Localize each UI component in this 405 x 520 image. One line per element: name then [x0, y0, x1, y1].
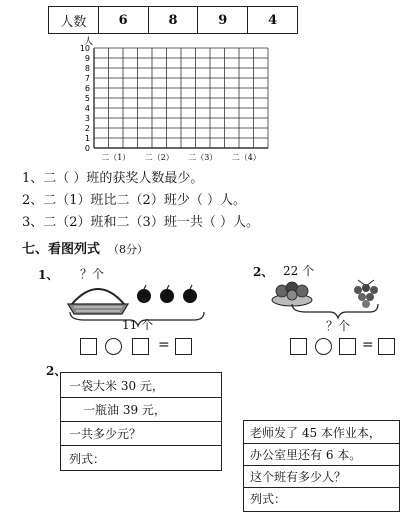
y-tick-label: 2 — [84, 124, 90, 133]
question-3: 3、二（2）班和二（3）班一共（ ）人。 — [22, 215, 259, 230]
problem-3-number: 2、 — [46, 364, 67, 378]
y-tick-labels — [80, 44, 90, 153]
problem-line: 这个班有多少人？ — [244, 465, 399, 487]
y-tick-label: 9 — [84, 54, 90, 63]
answer-box[interactable] — [80, 338, 97, 355]
y-tick-label: 8 — [84, 64, 90, 73]
x-tick-label: 二（2） — [144, 153, 174, 162]
basket-icon — [68, 289, 128, 314]
y-tick-label: 0 — [84, 144, 90, 153]
apple-icon — [160, 285, 174, 303]
equation-line[interactable]: 列式： — [61, 445, 221, 470]
strawberries-icon — [354, 280, 378, 308]
rice-oil-problem — [60, 372, 222, 471]
count-cell: 6 — [98, 7, 148, 33]
operator-circle[interactable] — [105, 338, 122, 355]
apple-icon — [137, 285, 151, 303]
problem-1-unknown-label: ？个 — [80, 267, 105, 281]
answer-box[interactable] — [339, 338, 356, 355]
homework-problem — [243, 420, 400, 512]
chart-grid — [94, 48, 268, 148]
answer-box[interactable] — [132, 338, 149, 355]
problem-2-number: 2、 — [253, 265, 274, 279]
apple-icon — [183, 285, 197, 303]
answer-box[interactable] — [290, 338, 307, 355]
x-tick-label: 二（3） — [188, 153, 218, 162]
y-tick-label: 5 — [84, 94, 90, 103]
problem-line: 一袋大米 30 元， — [69, 378, 164, 393]
question-2: 2、二（1）班比二（2）班少（ ）人。 — [22, 193, 246, 208]
answer-box[interactable] — [378, 338, 395, 355]
equals-sign: = — [362, 337, 374, 353]
count-cell: 8 — [148, 7, 198, 33]
problem-2-unknown-label: ？个 — [326, 319, 351, 333]
y-tick-label: 6 — [84, 84, 90, 93]
x-tick-labels — [101, 153, 261, 162]
y-tick-label: 7 — [84, 74, 90, 83]
equals-sign: = — [158, 337, 170, 353]
count-cell: 9 — [197, 7, 247, 33]
fruit-plate-icon — [272, 282, 312, 306]
answer-box[interactable] — [175, 338, 192, 355]
problem-2-total-label: 22 个 — [283, 264, 315, 278]
x-tick-label: 二（1） — [101, 153, 131, 162]
problem-1-total-label: 11 个 — [122, 318, 154, 332]
blank-bar-chart — [74, 36, 274, 166]
y-tick-label: 4 — [84, 104, 90, 113]
y-tick-label: 3 — [84, 114, 90, 123]
problem-line: 办公室里还有 6 本。 — [244, 443, 399, 465]
problem-1-number: 1、 — [38, 268, 59, 282]
y-tick-label: 10 — [79, 44, 90, 53]
section-title: 七、看图列式 （8分） — [22, 242, 149, 257]
problem-line: 一瓶油 39 元， — [61, 397, 221, 421]
x-tick-label: 二（4） — [231, 153, 261, 162]
y-axis-label: 人 — [84, 37, 94, 47]
y-tick-label: 1 — [84, 134, 90, 143]
problem-line: 一共多少元？ — [61, 421, 221, 445]
count-table-header: 人数 — [60, 14, 87, 30]
operator-circle[interactable] — [315, 338, 332, 355]
equation-line[interactable]: 列式： — [244, 487, 399, 509]
problem-line: 老师发了 45 本作业本， — [250, 425, 381, 440]
count-table — [48, 6, 298, 34]
question-1: 1、二（ ）班的获奖人数最少。 — [22, 171, 204, 186]
count-cell: 4 — [247, 7, 297, 33]
